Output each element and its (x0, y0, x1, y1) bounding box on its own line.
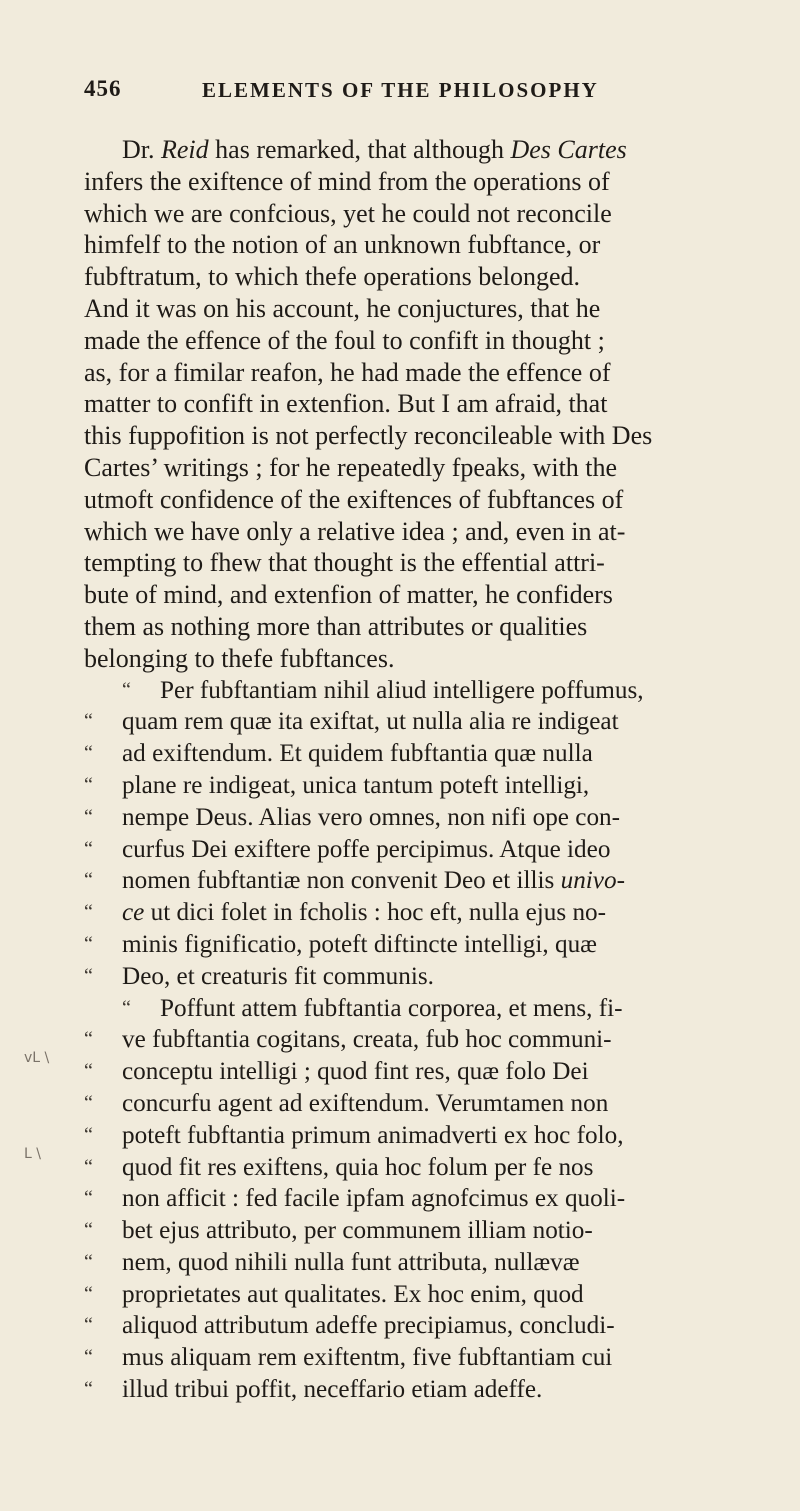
open-quote-mark: “ (84, 932, 93, 955)
quote-line (84, 1342, 784, 1374)
paragraph-1 (84, 134, 784, 675)
text-line: And it was on his account, he conjuctures, that he (84, 293, 601, 323)
quote-line (84, 802, 784, 834)
quote-text: mus aliquam rem exiftentm, five fubftantiam cui (122, 1344, 613, 1372)
open-quote-mark: “ (84, 1123, 93, 1146)
quote-text: quod fit res exiftens, quia hoc folum per fe nos (122, 1153, 594, 1181)
quote-line (84, 929, 784, 961)
quote-line (84, 1279, 784, 1311)
quote-text: proprietates aut qualitates. Ex hoc enim, quod (122, 1280, 584, 1308)
text-line: belonging to thefe fubftances. (84, 643, 395, 673)
quote-text: Per fubftantiam nihil aliud intelligere poffumus, (160, 676, 644, 704)
open-quote-mark: “ (122, 996, 131, 1019)
open-quote-mark: “ (84, 1378, 93, 1401)
quote-text-italic: ce (122, 899, 145, 927)
quote-line (84, 865, 784, 897)
text-line: which we have only a relative idea ; and, even in at- (84, 516, 626, 546)
quote-line (84, 1374, 784, 1406)
quote-text: aliquod attributum adeffe precipiamus, concludi- (122, 1312, 615, 1340)
open-quote-mark: “ (84, 1250, 93, 1273)
open-quote-mark: “ (84, 1028, 93, 1051)
open-quote-mark: “ (84, 1187, 93, 1210)
author-name: Reid (161, 135, 209, 164)
open-quote-mark: “ (84, 1219, 93, 1242)
margin-mark: L \ (24, 1146, 41, 1162)
text-line: matter to confift in extenfion. But I am afraid, that (84, 389, 608, 419)
quote-line (84, 1056, 784, 1088)
open-quote-mark: “ (84, 837, 93, 860)
quote-text-italic: univo- (560, 867, 625, 895)
quote-text: bet ejus attributo, per communem illiam notio- (122, 1217, 593, 1245)
quote-text: Poffunt attem fubftantia corporea, et mens, fi- (160, 994, 623, 1022)
text-line: which we are confcious, yet he could not reconcile (84, 198, 612, 228)
open-quote-mark: “ (84, 901, 93, 924)
body-text (84, 134, 784, 1406)
page-header (84, 72, 724, 112)
quote-text: quam rem quæ ita exiftat, ut nulla alia re indigeat (122, 708, 619, 736)
open-quote-mark: “ (84, 964, 93, 987)
text-line: fubftratum, to which thefe operations belonged. (84, 262, 581, 292)
quote-text: ad exiftendum. Et quidem fubftantia quæ nulla (122, 740, 593, 768)
open-quote-mark: “ (84, 805, 93, 828)
text-line: infers the exiftence of mind from the operations of (84, 166, 610, 196)
quote-line (84, 1088, 784, 1120)
open-quote-mark: “ (84, 1060, 93, 1083)
quote-line (84, 961, 784, 993)
quote-text: nem, quod nihili nulla funt attributa, nullævæ (122, 1248, 580, 1276)
text-line: Cartes’ writings ; for he repeatedly fpeaks, with the (84, 452, 618, 482)
text-line: himfelf to the notion of an unknown fubftance, or (84, 230, 601, 260)
quote-line (84, 1310, 784, 1342)
quote-line (84, 1152, 784, 1184)
open-quote-mark: “ (84, 1346, 93, 1369)
quote-line (84, 706, 784, 738)
quote-text: conceptu intelligi ; quod fint res, quæ folo Dei (122, 1058, 589, 1086)
author-name: Des Cartes (510, 135, 627, 164)
text-span: Dr. (122, 135, 161, 164)
quote-text: curfus Dei exiftere poffe percipimus. Atque ideo (122, 835, 611, 863)
text-line: made the effence of the foul to confift in thought ; (84, 325, 605, 355)
quote-line (84, 834, 784, 866)
quote-text: non afficit : fed facile ipfam agnofcimus ex quoli- (122, 1185, 626, 1213)
running-head: ELEMENTS OF THE PHILOSOPHY (202, 78, 599, 102)
margin-mark: vL \ (24, 1050, 50, 1066)
open-quote-mark: “ (84, 1314, 93, 1337)
open-quote-mark: “ (84, 710, 93, 733)
text-span: has remarked, that although (208, 135, 511, 164)
open-quote-mark: “ (84, 1155, 93, 1178)
quote-line (84, 1215, 784, 1247)
open-quote-mark: “ (84, 1282, 93, 1305)
quote-line (84, 1024, 784, 1056)
page-number: 456 (84, 76, 122, 101)
text-line (84, 134, 784, 166)
quote-text: minis fignificatio, poteft diftincte intelligi, quæ (122, 930, 597, 958)
text-line: them as nothing more than attributes or qualities (84, 611, 588, 641)
quote-text: concurfu agent ad exiftendum. Verumtamen non (122, 1089, 609, 1117)
quote-line (84, 1247, 784, 1279)
text-line: bute of mind, and extenfion of matter, he confiders (84, 580, 613, 610)
quote-text: ut dici folet in fcholis : hoc eft, nulla ejus no- (144, 899, 607, 927)
quote-text: illud tribui poffit, neceffario etiam adeffe. (122, 1376, 543, 1404)
quote-text: Deo, et creaturis fit communis. (122, 962, 434, 990)
quote-line (84, 1183, 784, 1215)
quote-text: poteft fubftantia primum animadverti ex hoc folo, (122, 1121, 624, 1149)
quote-line (84, 738, 784, 770)
open-quote-mark: “ (84, 742, 93, 765)
text-line: this fuppofition is not perfectly reconcileable with Des (84, 421, 653, 451)
quote-text: plane re indigeat, unica tantum poteft intelligi, (122, 771, 590, 799)
text-line: as, for a fimilar reafon, he had made the effence of (84, 357, 611, 387)
quote-text: nomen fubftantiæ non convenit Deo et illis (122, 867, 561, 895)
text-line: tempting to fhew that thought is the effential attri- (84, 548, 605, 578)
quote-line (84, 993, 784, 1025)
quote-text: nempe Deus. Alias vero omnes, non nifi ope con- (122, 803, 621, 831)
quote-line (84, 897, 784, 929)
text-line: utmoft confidence of the exiftences of fubftances of (84, 484, 624, 514)
quote-line (84, 1120, 784, 1152)
quote-line (84, 675, 784, 707)
open-quote-mark: “ (84, 1091, 93, 1114)
quote-line (84, 770, 784, 802)
quote-text: ve fubftantia cogitans, creata, fub hoc communi- (122, 1026, 612, 1054)
latin-quotation (84, 675, 784, 1406)
open-quote-mark: “ (84, 773, 93, 796)
open-quote-mark: “ (122, 678, 131, 701)
open-quote-mark: “ (84, 869, 93, 892)
